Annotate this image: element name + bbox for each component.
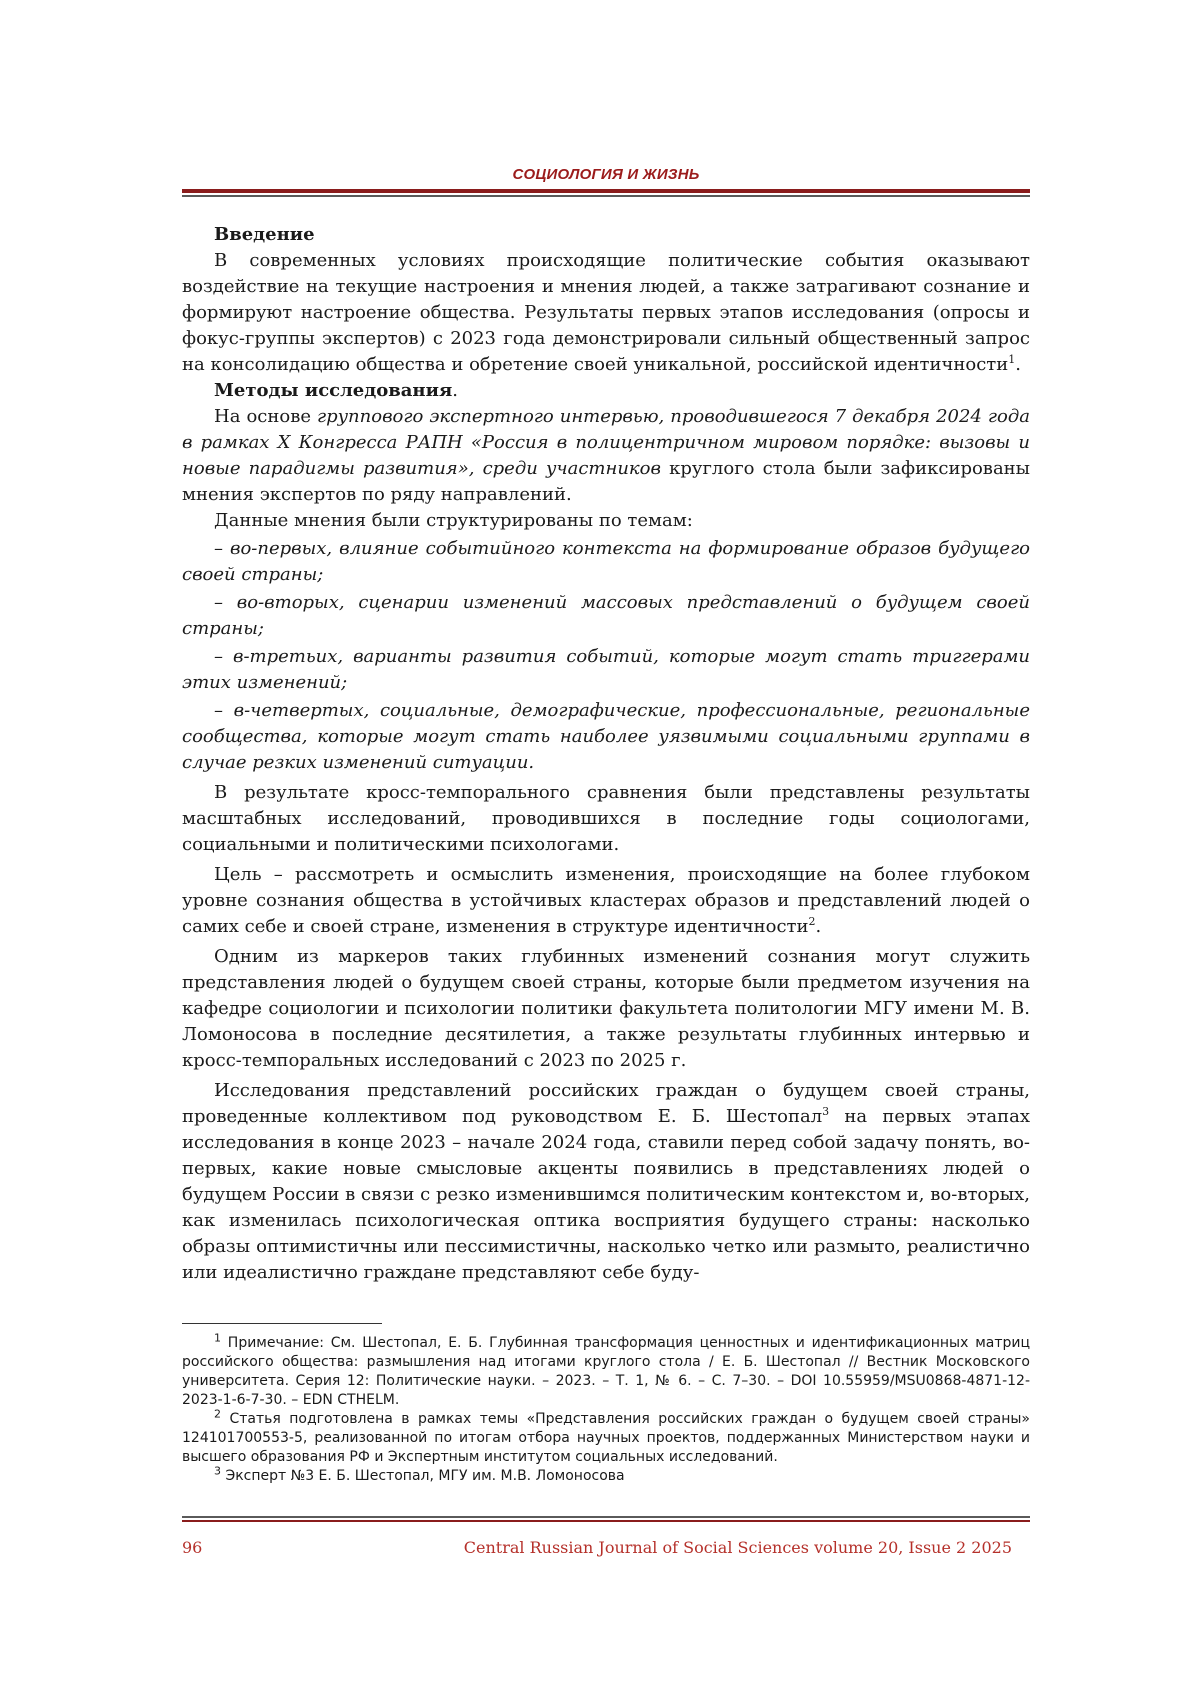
methods-heading: Методы исследования bbox=[214, 380, 453, 401]
footnote-1: $^1$ Примечание: См. Шестопал, Е. Б. Глубинная трансформация ценностных и идентификационных матриц российского общества: размышления над итогами круглого стола / Е. Б. Шестопал // Вестник Московского университета. Серия 12: Политические науки. – 2023. – Т. 1, № 6. – С. 7–30. – DOI 10.55959/MSU0868-4871-12-2023-1-6-7-30. – EDN CTHELM. bbox=[182, 1331, 1030, 1408]
markers-paragraph: Одним из маркеров таких глубинных изменений сознания могут служить представления людей о будущем своей страны, которые были предметом изучения на кафедре социологии и психологии политики факультета политологии МГУ имени М. В. Ломоносова в последние десятилетия, а также результаты глубинных интервью и кросс-темпоральных исследований с 2023 по 2025 г. bbox=[182, 946, 1030, 1071]
footnote-3: $^3$ Эксперт №3 Е. Б. Шестопал, МГУ им. М.В. Ломоносова bbox=[214, 1464, 625, 1484]
header-rule-thin bbox=[182, 195, 1030, 197]
footnote-ref-1[interactable]: 1 bbox=[1008, 353, 1016, 366]
journal-name: Central Russian Journal of Social Sciences volume 20, Issue 2 2025 bbox=[463, 1538, 1012, 1557]
cross-temporal-paragraph: В результате кросс-темпорального сравнения были представлены результаты масштабных исследований, проводившихся в последние годы социологами, социальными и политическими психологами. bbox=[182, 782, 1030, 855]
intro-heading: Введение bbox=[214, 224, 315, 245]
footnote-separator bbox=[182, 1323, 382, 1324]
intro-paragraph: В современных условиях происходящие политические события оказывают воздействие на текущие настроения и мнения людей, а также затрагивают сознание и формируют настроение общества. Результаты первых этапов исследования (опросы и фокус-группы экспертов) с 2023 года демонстрировали сильный общественный запрос на консолидацию общества и обретение своей уникальной, российской идентичности$^1$. bbox=[182, 250, 1030, 375]
footer-rule-thin bbox=[182, 1516, 1030, 1518]
methods-paragraph: На основе группового экспертного интервью, проводившегося 7 декабря 2024 года в рамках X Конгресса РАПН «Россия в полицентричном мировом порядке: вызовы и новые парадигмы развития», среди участников круглого стола были зафиксированы мнения экспертов по ряду направлений. bbox=[182, 406, 1030, 505]
methods-heading-line: Методы исследования. bbox=[214, 380, 458, 401]
header-rule-thick bbox=[182, 189, 1030, 193]
footnote-2: $^2$ Статья подготовлена в рамках темы «Представления российских граждан о будущем своей страны» 124101700553-5, реализованной по итогам отбора научных проектов, поддержанных Министерством науки и высшего образования РФ и Экспертным институтом социальных исследований. bbox=[182, 1407, 1030, 1465]
topic-item-2: – во-вторых, сценарии изменений массовых представлений о будущем своей страны; bbox=[182, 592, 1030, 639]
footnote-ref-3[interactable]: 3 bbox=[822, 1105, 830, 1118]
topic-item-1: – во-первых, влияние событийного контекста на формирование образов будущего своей страны; bbox=[182, 538, 1030, 585]
running-title: СОЦИОЛОГИЯ И ЖИЗНЬ bbox=[512, 166, 700, 183]
footnotes bbox=[182, 1331, 1030, 1486]
goal-paragraph: Цель – рассмотреть и осмыслить изменения, происходящие на более глубоком уровне сознания общества в устойчивых кластерах образов и представлений людей о самих себе и своей стране, изменения в структуре идентичности$^2$. bbox=[182, 864, 1030, 937]
topics-intro: Данные мнения были структурированы по темам: bbox=[214, 510, 693, 531]
page-number: 96 bbox=[182, 1538, 203, 1557]
footnote-ref-2[interactable]: 2 bbox=[808, 915, 816, 928]
footer-rule-thick bbox=[182, 1520, 1030, 1522]
topic-item-3: – в-третьих, варианты развития событий, которые могут стать триггерами этих изменений; bbox=[182, 646, 1030, 693]
research-paragraph: Исследования представлений российских граждан о будущем своей страны, проведенные коллективом под руководством Е. Б. Шестопал$^3$ на первых этапах исследования в конце 2023 – начале 2024 года, ставили перед собой задачу понять, во-первых, какие новые смысловые акценты появились в представлениях людей о будущем России в связи с резко изменившимся политическим контекстом и, во-вторых, как изменилась психологическая оптика восприятия будущего страны: насколько образы оптимистичны или пессимистичны, насколько четко или размыто, реалистично или идеалистично граждане представляют себе буду- bbox=[182, 1080, 1030, 1283]
article-body bbox=[182, 222, 1030, 1286]
topic-item-4: – в-четвертых, социальные, демографические, профессиональные, региональные сообщества, которые могут стать наиболее уязвимыми социальными группами в случае резких изменений ситуации. bbox=[182, 700, 1030, 773]
